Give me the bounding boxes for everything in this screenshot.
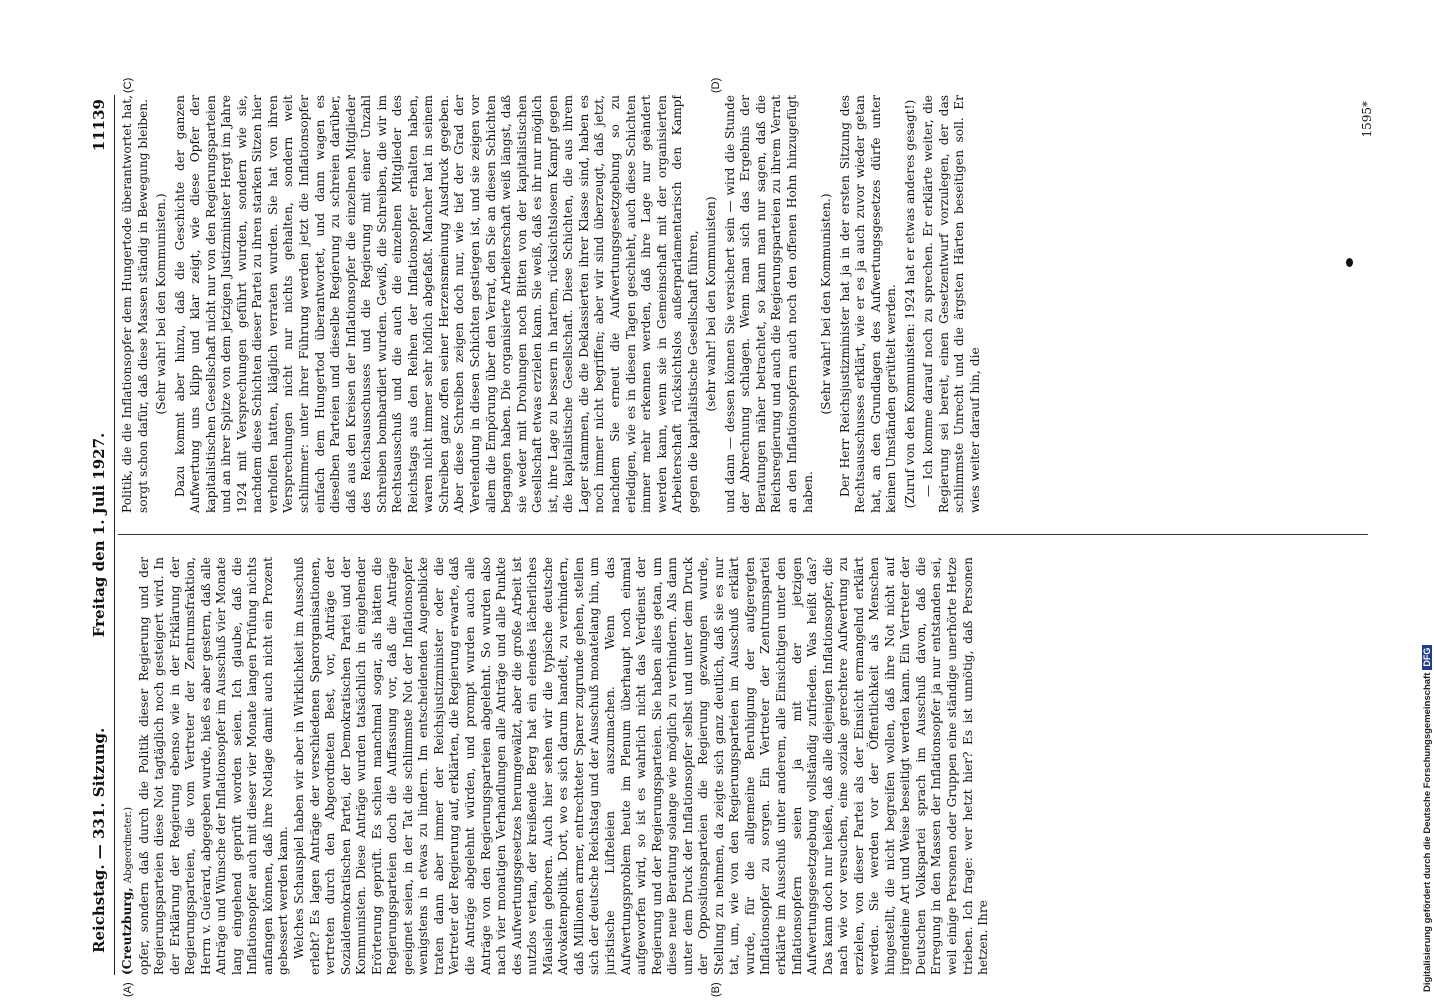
header-left: Reichstag. — 331. Sitzung. bbox=[90, 727, 108, 953]
interjection: (Zuruf von den Kommunisten: 1924 hat er etwas anderes gesagt!) bbox=[902, 99, 917, 509]
paragraph: Politik, die die Inflationsopfer dem Hungertode überantwortet hat, sorgt schon dafür, daß diese Massen ständig in Bewegung bleiben. bbox=[120, 95, 150, 513]
document-page bbox=[90, 77, 1390, 997]
paragraph: Welches Schauspiel haben wir aber in Wirklichkeit im Ausschuß erlebt? Es lagen Anträge der verschiedenen Sparorganisationen, vertreten durch den Abgeordneten Best, vor, Anträge der Sozialdemokratischen Partei, der Demokratischen Partei und der Kommunisten. Diese Anträge wurden tatsächlich in eingehender Erörterung geprüft. Es schien manchmal sogar, als hätten die Regierungsparteien doch die Auffassung vor, daß die Anträge geeignet seien, in der Tat die schlimmste Not der Inflationsopfer wenigstens in etwas zu lindern. Im entscheidenden Augenblicke traten dann aber immer der Reichsjustizminister oder die Vertreter der Regierung auf, erklärten, die Regierung erwarte, daß die Anträge abgelehnt würden, und prompt wurden auch alle Anträge von den Regierungsparteien abgelehnt. So wurden also nach vier monatigen Verhandlungen alle Anträge und alle Punkte des Aufwertungsgesetzes herumgewälzt, aber die große Arbeit ist nutzlos vertan, der kreißende Berg hat ein elendes lächerliches Mäuslein geboren. Auch hier sehen wir die typische deutsche Advokatenpolitik. Dort, wo es sich darum handelt, zu verhindern, daß Millionen armer, entrechteter Sparer zugrunde gehen, stellen sich der deutsche Reichstag und der Ausschuß monatelang hin, um juristische Lüfteleien auszumachen. Wenn das Aufwertungsproblem heute im Plenum überhaupt noch einmal aufgeworfen wird, so ist es wahrlich nicht das Verdienst der Regierung und der Regierungsparteien. Sie haben alles getan, um diese neue Beratung solange wie möglich zu verhindern. Als dann unter dem Druck der Inflationsopfer selbst und unter dem Druck der Oppositionsparteien die Regierung gezwungen wurde, Stellung zu nehmen, da zeigte sich ganz deutlich, daß sie es nur tat, um, wie von den Regierungsparteien im Ausschuß erklärt wurde, für die allgemeine Beruhigung der aufgeregten Inflationsopfer zu sorgen. Ein Vertreter der Zentrumspartei erklärte im Ausschuß unter anderem, alle Einsichtigen unter den Inflationsopfern seien ja mit der jetzigen Aufwertungsgesetzgebung vollständig zufrieden. Was heißt das? Das kann doch nur heißen, daß alle diejenigen Inflationsopfer, die nach wie vor versuchen, eine soziale gerechtere Aufwertung zu erzielen, von dieser Partei als der Einsicht ermangelnd erklärt werden. Sie werden vor der Öffentlichkeit als Menschen hingestellt, die nicht begreifen wollen, daß ihre Not nicht auf irgendeine Art und Weise beseitigt werden kann. Ein Vertreter der Deutschen Volkspartei sprach im Ausschuß davon, daß die Erregung in den Massen der Inflationsopfer ja nur entstanden sei, weil einige Personen oder Gruppen eine ständige unerhörte Hetze trieben. Ich frage: wer hetzt hier? Es ist unnötig, daß Personen hetzen. Ihre bbox=[292, 557, 991, 975]
margin-marker-c: (C) bbox=[122, 77, 134, 93]
interjection: (Sehr wahr! bei den Kommunisten.) bbox=[819, 193, 834, 415]
header-date: Freitag den 1. Juli 1927. bbox=[90, 432, 108, 638]
interjection: (sehr wahr! bei den Kommunisten) bbox=[704, 196, 719, 412]
text-column-left bbox=[120, 557, 1360, 975]
text-column-right bbox=[120, 95, 1360, 513]
dfg-credit-text: Digitalisierung gefördert durch die Deutsche Forschungsgemeinschaft bbox=[1422, 672, 1433, 992]
paragraph: Der Herr Reichsjustizminister hat ja in der ersten Sitzung des Rechtsausschusses erklärt, wie er es ja auch zuvor wieder getan hat, an den Grundlagen des Aufwertungsgesetzes dürfe unter keinen Umständen gerüttelt werden. bbox=[837, 95, 899, 513]
page-number: 11139 bbox=[90, 99, 108, 152]
margin-marker-d: (D) bbox=[710, 77, 722, 93]
margin-marker-b: (B) bbox=[710, 982, 722, 997]
paragraph: opfer, sondern daß durch die Politik dieser Regierung und der Regierungsparteien diese Not tagtäglich noch gesteigert wird. In der Erklärung der Regierung ebenso wie in der Erklärung der Regierungsparteien, die vom Vertreter der Zentrumsfraktion, Herrn v. Guérard, abgegeben wurde, hieß es aber gestern, daß alle Anträge und Wünsche der Inflationsopfer im Ausschuß vier Monate lang eingehend geprüft worden seien. Ich glaube, daß die Inflationsopfer auch mit dieser vier Monate langen Prüfung nichts anfangen können, daß ihre Notlage damit auch nicht ein Prozent gebessert werden kann. bbox=[136, 557, 291, 975]
paragraph: — Ich komme darauf noch zu sprechen. Er erklärte weiter, die Regierung sei bereit, einen Gesetzentwurf vorzulegen, der das schlimmste Unrecht und die ärgsten Härten beseitigen soll. Er wies weiter darauf hin, die bbox=[921, 95, 982, 513]
speaker-name: (Creutzburg, bbox=[120, 887, 134, 975]
dfg-credit bbox=[1422, 645, 1433, 992]
running-head bbox=[90, 95, 114, 975]
paragraph: Dazu kommt aber hinzu, daß die Geschichte der ganzen Aufwertung uns klipp und klar zeigt, wie diese Opfer der kapitalistischen Gesellschaft nicht nur von den Regierungsparteien und an ihrer Spitze von dem jetzigen Justizminister Hergt im Jahre 1924 mit Versprechungen geführt wurden, sondern wie sie, nachdem diese Schichten dieser Partei zu ihren starken Sitzen hier verholfen hatten, kläglich verraten wurden. Sie hat von ihren Versprechungen nicht nur nichts gehalten, sondern weit schlimmer: unter ihrer Führung werden jetzt die Inflationsopfer einfach dem Hungertod überantwortet, und dann wagen es dieselben Parteien und dieselbe Regierung zu schreien darüber, daß aus den Kreisen der Inflationsopfer die einzelnen Mitglieder des Reichsausschusses und die Regierung mit einer Unzahl Schreiben bombardiert wurden. Gewiß, die Schreiben, die wir im Rechtsausschuß und die auch die einzelnen Mitglieder des Reichstags aus den Reihen der Inflationsopfer erhalten haben, waren nicht immer sehr höflich abgefaßt. Mancher hat in seinem Schreiben ganz offen seiner Herzensmeinung Ausdruck gegeben. Aber diese Schreiben zeigen doch nur, wie tief der Grad der Verelendung in diesen Schichten gestiegen ist, und sie zeigen vor allem die Empörung über den Verrat, den Sie an diesen Schichten begangen haben. Die organisierte Arbeiterschaft weiß längst, daß sie weder mit Drohungen noch Bitten von der kapitalistischen Gesellschaft etwas erzielen kann. Sie weiß, daß es ihr nur möglich ist, ihre Lage zu bessern in hartem, rücksichtslosem Kampf gegen die kapitalistische Gesellschaft. Diese Schichten, die aus ihrem Lager stammen, die die Deklassierten ihrer Klasse sind, haben es noch immer nicht begriffen; aber wir sind überzeugt, daß jetzt, nachdem Sie erneut die Aufwertungsgesetzgebung so zu erledigen, wie es in diesen Tagen geschieht, auch diese Schichten immer mehr erkennen werden, daß ihre Lage nur geändert werden kann, wenn sie in Gemeinschaft mit der organisierten Arbeiterschaft rücksichtslos außerparlamentarisch den Kampf gegen die kapitalistische Gesellschaft führen, bbox=[172, 95, 700, 513]
column-rule bbox=[118, 534, 1368, 535]
interjection: (Sehr wahr! bei den Kommunisten.) bbox=[154, 193, 169, 415]
dfg-logo: DFG bbox=[1422, 645, 1432, 670]
ink-dot bbox=[1346, 258, 1353, 267]
sheet-signature: 1595* bbox=[1360, 101, 1374, 138]
header-rule bbox=[114, 95, 115, 975]
paragraph: und dann — dessen können Sie versichert sein — wird die Stunde der Abrechnung schlagen. Wenn man sich das Ergebnis der Beratungen näher betrachtet, so kann man nur sagen, daß die Reichsregierung und auch die Regierungsparteien zu ihrem Verrat an den Inflationsopfern auch noch den offenen Hohn hinzugefügt haben. bbox=[722, 95, 815, 513]
margin-marker-a: (A) bbox=[122, 982, 134, 997]
speaker-role: Abgeordneter.) bbox=[123, 806, 134, 884]
speaker-line bbox=[120, 557, 137, 975]
